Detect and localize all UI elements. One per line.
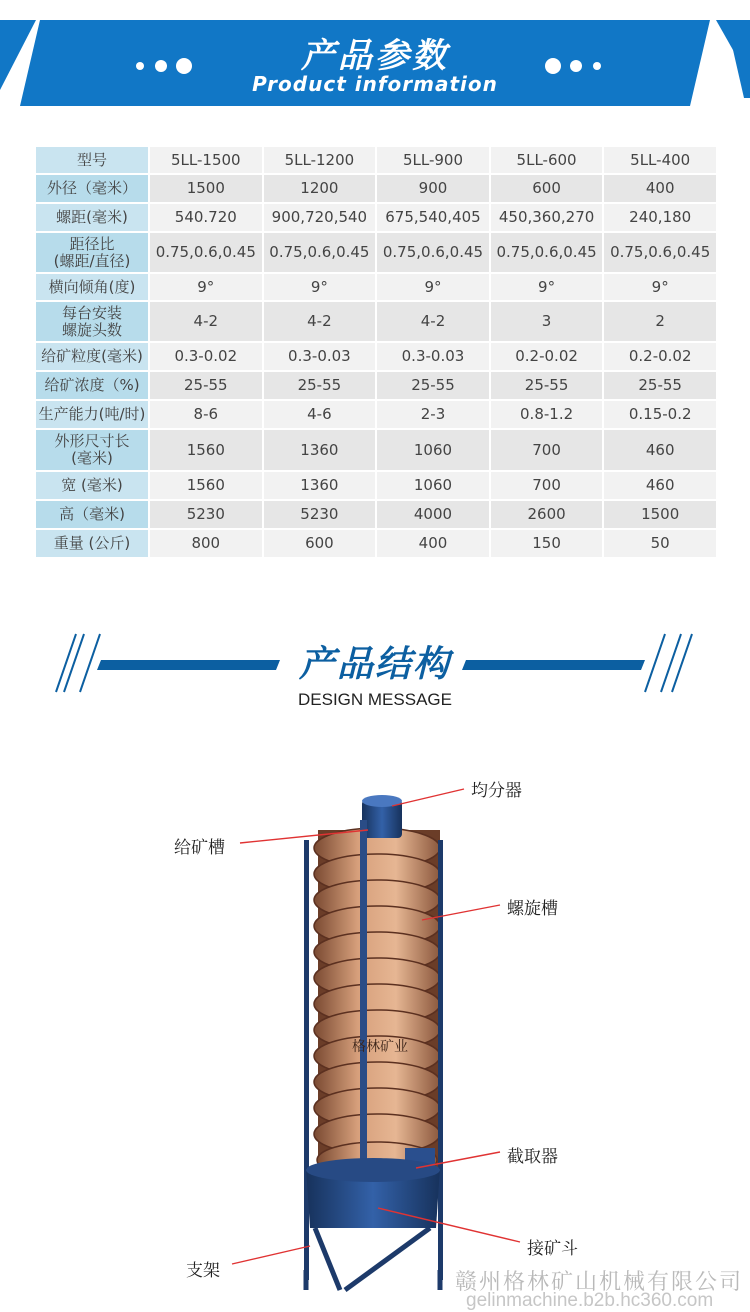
table-cell: 25-55 [149,371,263,400]
table-cell: 1360 [263,429,377,471]
table-row [35,371,717,400]
table-cell: 800 [149,529,263,558]
banner-title: 产品参数 [301,36,449,76]
structure-subtitle: DESIGN MESSAGE [298,690,452,709]
table-cell: 0.2-0.02 [490,342,604,371]
table-cell: 1560 [149,471,263,500]
table-cell: 600 [263,529,377,558]
table-cell: 600 [490,174,604,203]
table-cell: 25-55 [376,371,490,400]
table-cell: 5LL-1500 [149,146,263,174]
table-cell: 5230 [263,500,377,529]
table-cell: 0.3-0.02 [149,342,263,371]
table-cell: 9° [376,273,490,301]
table-cell: 150 [490,529,604,558]
table-cell: 5230 [149,500,263,529]
section-banner-product-info [0,20,750,106]
table-cell: 25-55 [603,371,717,400]
label-distributor: 均分器 [471,781,522,801]
table-cell: 5LL-900 [376,146,490,174]
table-cell: 9° [149,273,263,301]
table-row [35,471,717,500]
table-cell: 1500 [603,500,717,529]
stand-leg [315,1228,340,1290]
table-row [35,273,717,301]
row-label: 横向倾角(度) [35,273,149,301]
table-cell: 0.75,0.6,0.45 [376,232,490,273]
table-cell: 9° [263,273,377,301]
product-parameters-table [34,145,718,559]
table-cell: 4-2 [376,301,490,342]
table-cell: 0.3-0.03 [263,342,377,371]
table-row [35,529,717,558]
label-spiral-trough: 螺旋槽 [507,899,558,919]
table-cell: 5LL-400 [603,146,717,174]
table-cell: 0.75,0.6,0.45 [149,232,263,273]
table-cell: 1360 [263,471,377,500]
table-cell: 4-6 [263,400,377,429]
spiral-troughs [314,828,440,1178]
table-cell: 9° [490,273,604,301]
table-cell: 5LL-1200 [263,146,377,174]
table-row [35,301,717,342]
table-cell: 1060 [376,471,490,500]
table-row [35,500,717,529]
row-label: 每台安装 螺旋头数 [35,301,149,342]
table-cell: 0.75,0.6,0.45 [263,232,377,273]
row-label: 型号 [35,146,149,174]
row-label: 距径比 (螺距/直径) [35,232,149,273]
table-cell: 540.720 [149,203,263,232]
table-cell: 5LL-600 [490,146,604,174]
table-cell: 50 [603,529,717,558]
table-cell: 700 [490,471,604,500]
table-cell: 25-55 [263,371,377,400]
table-cell: 400 [603,174,717,203]
table-cell: 1560 [149,429,263,471]
label-stand: 支架 [186,1261,220,1281]
banner-subtitle: Product information [252,72,498,96]
table-cell: 9° [603,273,717,301]
table-cell: 450,360,270 [490,203,604,232]
table-cell: 8-6 [149,400,263,429]
table-row [35,429,717,471]
table-cell: 2600 [490,500,604,529]
table-row [35,174,717,203]
table-cell: 900,720,540 [263,203,377,232]
label-ore-hopper: 接矿斗 [527,1239,578,1259]
row-label: 给矿粒度(毫米) [35,342,149,371]
table-cell: 400 [376,529,490,558]
table-cell: 1060 [376,429,490,471]
row-label: 重量 (公斤) [35,529,149,558]
table-cell: 700 [490,429,604,471]
table-cell: 0.3-0.03 [376,342,490,371]
table-cell: 460 [603,429,717,471]
table-cell: 1200 [263,174,377,203]
label-interceptor: 截取器 [507,1147,558,1167]
label-feed-trough: 给矿槽 [174,838,225,858]
machine-brand-text: 格林矿业 [352,1039,408,1055]
table-row [35,146,717,174]
table-cell: 0.75,0.6,0.45 [603,232,717,273]
frame-post-front [360,820,367,1170]
row-label: 高（毫米) [35,500,149,529]
table-cell: 4-2 [149,301,263,342]
table-row [35,400,717,429]
table-cell: 0.15-0.2 [603,400,717,429]
table-cell: 1500 [149,174,263,203]
table-cell: 4-2 [263,301,377,342]
table-cell: 25-55 [490,371,604,400]
table-cell: 0.2-0.02 [603,342,717,371]
frame-post-right [438,840,443,1280]
row-label: 外径（毫米） [35,174,149,203]
row-label: 生产能力(吨/时) [35,400,149,429]
table-row [35,342,717,371]
table-cell: 3 [490,301,604,342]
row-label: 给矿浓度（%) [35,371,149,400]
row-label: 螺距(毫米) [35,203,149,232]
table-cell: 900 [376,174,490,203]
section-heading-structure [0,632,750,722]
watermark-url: gelinmachine.b2b.hc360.com [466,1290,714,1311]
row-label: 宽 (毫米) [35,471,149,500]
table-cell: 460 [603,471,717,500]
table-cell: 240,180 [603,203,717,232]
table-cell: 2 [603,301,717,342]
table-cell: 4000 [376,500,490,529]
table-cell: 675,540,405 [376,203,490,232]
table-row [35,232,717,273]
table-row [35,203,717,232]
structure-title: 产品结构 [298,644,451,685]
row-label: 外形尺寸长 (毫米) [35,429,149,471]
watermark-company: 赣州格林矿山机械有限公司 [455,1270,744,1295]
spiral-chute-diagram [0,760,750,1312]
table-cell: 0.75,0.6,0.45 [490,232,604,273]
stand-leg [345,1228,430,1290]
table-cell: 0.8-1.2 [490,400,604,429]
table-cell: 2-3 [376,400,490,429]
frame-post-left [304,840,309,1280]
